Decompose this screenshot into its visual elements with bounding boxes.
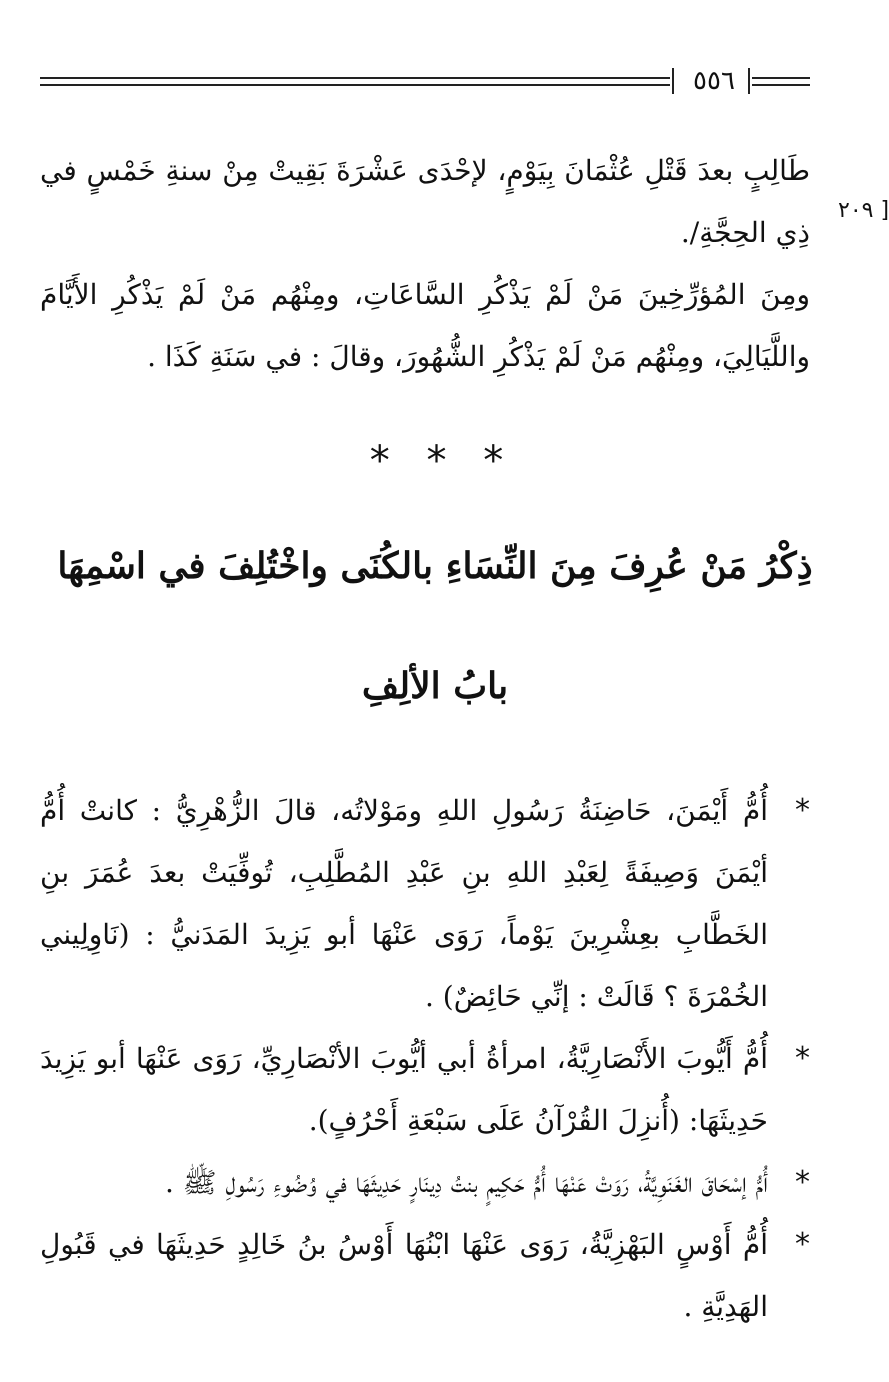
section-title: ذِكْرُ مَنْ عُرِفَ مِنَ النِّسَاءِ بالكُنَى واخْتُلِفَ في اسْمِهَا (57, 545, 813, 587)
intro-paragraph: ومِنَ المُؤرِّخِينَ مَنْ لَمْ يَذْكُرِ السَّاعَاتِ، ومِنْهُم مَنْ لَمْ يَذْكُرِ الأَيَّامَ واللَّيَالِيَ، ومِنْهُم مَنْ لَمْ يَذْكُرِ الشُّهُورَ، وقالَ : في سَنَةِ كَذَا . (40, 278, 810, 373)
header-double-rule (40, 77, 670, 86)
header-short-rule (752, 77, 810, 86)
entries-list (40, 780, 810, 1338)
intro-paragraph: طَالِبٍ بعدَ قَتْلِ عُثْمَانَ بِيَوْمٍ، لإحْدَى عَشْرَةَ بَقِيتْ مِنْ سنةِ خَمْسٍ في ذِي الحِجَّةِ/. (40, 154, 810, 249)
header-divider-bar (672, 68, 674, 94)
section-separator: * * * (369, 438, 516, 484)
entry-item (40, 780, 810, 1028)
intro-text (40, 140, 810, 388)
page-number: ٥٥٦ (693, 66, 735, 96)
entry-text: أُمُّ أَيُّوبَ الأَنْصَارِيَّةُ، امرأةُ أبي أيُّوبَ الأنْصَارِيِّ، رَوَى عَنْهَا أبو يَزِيدَ حَدِيثَهَا: (أُنزِلَ القُرْآنُ عَلَى سَبْعَةِ أَحْرُفٍ). (40, 1042, 768, 1137)
chapter-title: بابُ الألِفِ (361, 665, 509, 707)
entry-marker: * (795, 1227, 810, 1262)
entry-marker: * (795, 1165, 810, 1200)
margin-reference: ٢٠٩ ] (838, 198, 889, 223)
entry-text: أُمُّ أَيْمَنَ، حَاضِنَةُ رَسُولِ اللهِ ومَوْلاتُه، قالَ الزُّهْرِيُّ : كانتْ أُمُّ أيْمَنَ وَصِيفَةً لِعَبْدِ اللهِ بنِ عَبْدِ المُطَّلِبِ، تُوفِّيَتْ بعدَ عُمَرَ بنِ الخَطَّابِ بعِشْرِينَ يَوْماً، رَوَى عَنْهَا أبو يَزِيدَ المَدَنيُّ : (نَاوِلِيني الخُمْرَةَ ؟ قَالَتْ : إنِّي حَائِضٌ) . (40, 794, 768, 1013)
entry-text: أُمُّ إسْحَاقَ الغَنَوِيَّةُ، رَوَتْ عَنْهَا أُمُّ حَكِيمٍ بنتُ دِينَارٍ حَدِيثَهَا في وُضُوءِ رَسُولِ ﷺ . (164, 1166, 768, 1199)
header-divider-bar (748, 68, 750, 94)
entry-item (40, 1214, 810, 1338)
entry-item (40, 1028, 810, 1152)
entry-marker: * (795, 1041, 810, 1076)
entry-text: أُمُّ أَوْسٍ البَهْزِيَّةُ، رَوَى عَنْهَا ابْنُهَا أَوْسُ بنُ خَالِدٍ حَدِيثَهَا في قَبُولِ الهَدِيَّةِ . (40, 1228, 768, 1323)
entry-marker: * (795, 793, 810, 828)
entry-item (40, 1152, 810, 1214)
page-header (40, 66, 810, 96)
